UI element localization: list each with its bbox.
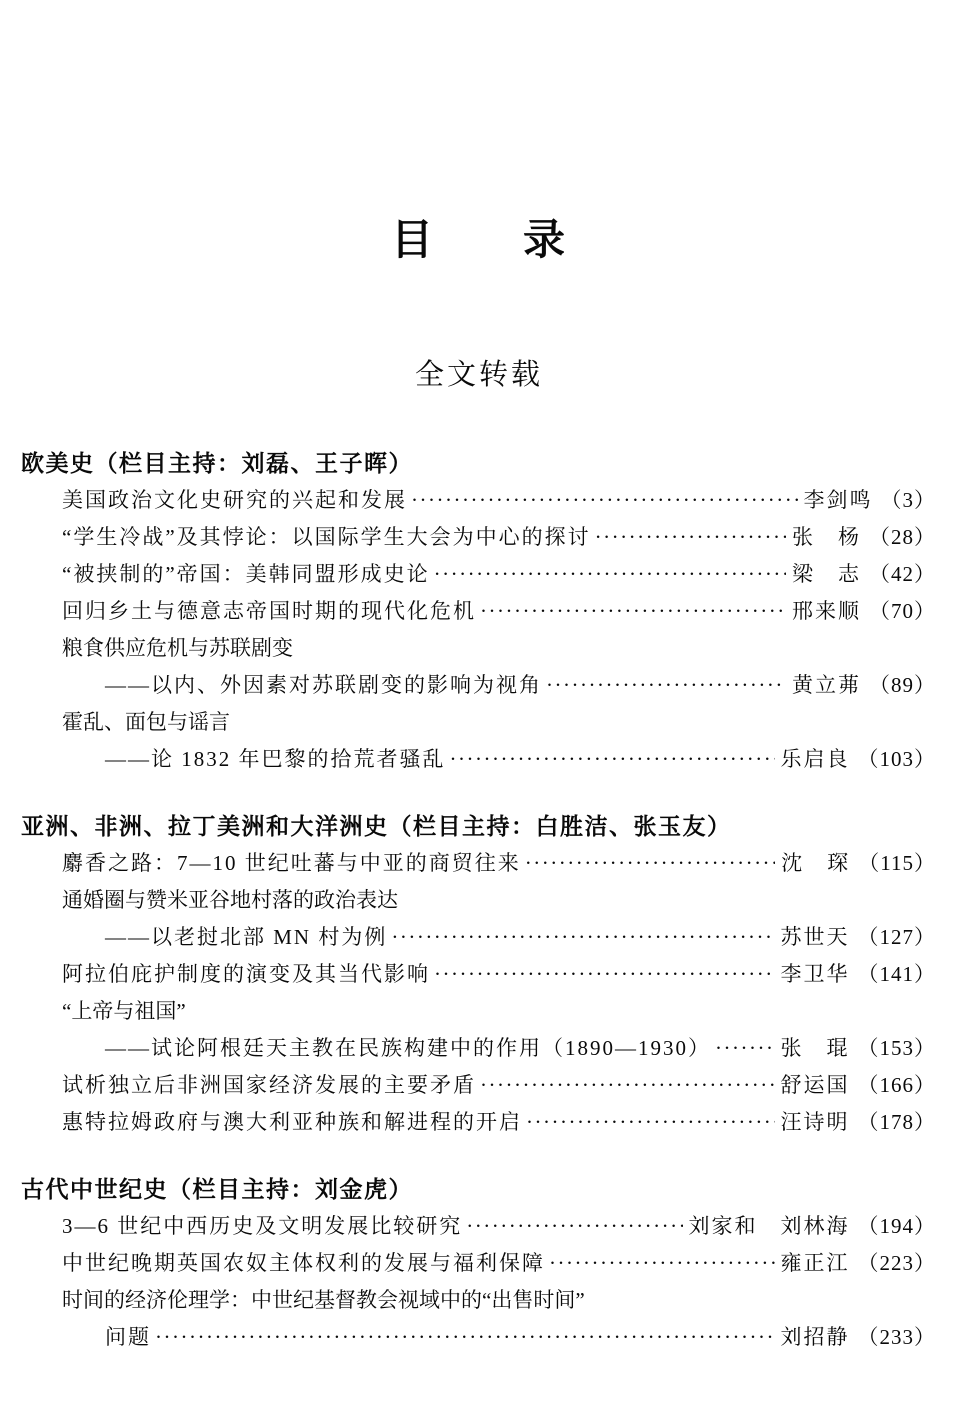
section-heading: 亚洲、非洲、拉丁美洲和大洋洲史（栏目主持：白胜洁、张玉友） (21, 813, 732, 839)
entry-authors: 乐启良 (780, 746, 850, 771)
entry-title: 霍乱、面包与谣言 (62, 709, 230, 734)
toc-entry (21, 1104, 936, 1141)
entry-title: 美国政治文化史研究的兴起和发展 (62, 487, 407, 512)
entry-title: 回归乡土与德意志帝国时期的现代化危机 (62, 598, 476, 623)
entry-title: 麝香之路：7—10 世纪吐蕃与中亚的商贸往来 (62, 850, 521, 875)
sections-container (0, 445, 958, 1356)
entry-page-number: （223） (857, 1250, 936, 1275)
entry-authors: 黄立茀 (792, 672, 861, 697)
entry-authors: 刘家和 刘林海 (688, 1213, 850, 1238)
leader-dots (480, 593, 786, 630)
entry-authors: 沈 琛 (781, 850, 851, 875)
entry-title: ——以老挝北部 MN 村为例 (105, 924, 388, 949)
entry-authors: 汪诗明 (780, 1109, 850, 1134)
leader-dots (450, 741, 775, 778)
entry-title: “学生冷战”及其悖论：以国际学生大会为中心的探讨 (62, 524, 591, 549)
entry-page-number: （153） (857, 1035, 936, 1060)
entry-title: 中世纪晚期英国农奴主体权利的发展与福利保障 (62, 1250, 545, 1275)
entry-title: 问题 (105, 1324, 151, 1349)
entry-page-number: （103） (857, 746, 936, 771)
entry-page-number: （70） (869, 598, 936, 623)
toc-entry (21, 993, 936, 1030)
leader-dots (526, 1104, 775, 1141)
leader-dots (549, 1245, 775, 1282)
entry-authors: 舒运国 (780, 1072, 850, 1097)
leader-dots (434, 956, 775, 993)
toc-entry (21, 956, 936, 993)
entry-page-number: （141） (857, 961, 936, 986)
entry-page-number: （115） (858, 850, 936, 875)
leader-dots (391, 919, 774, 956)
entry-title: ——试论阿根廷天主教在民族构建中的作用（1890—1930） (105, 1035, 711, 1060)
entry-authors: 苏世天 (780, 924, 850, 949)
entry-title: 试析独立后非洲国家经济发展的主要矛盾 (62, 1072, 476, 1097)
toc-section (0, 808, 958, 1141)
leader-dots (715, 1030, 775, 1067)
entry-authors: 张 琨 (780, 1035, 850, 1060)
entry-page-number: （194） (857, 1213, 936, 1238)
leader-dots (466, 1208, 682, 1245)
entry-title: 时间的经济伦理学：中世纪基督教会视域中的“出售时间” (62, 1287, 585, 1312)
entry-page-number: （166） (857, 1072, 936, 1097)
toc-entry (21, 630, 936, 667)
entry-page-number: （233） (857, 1324, 936, 1349)
entry-page-number: （42） (869, 561, 936, 586)
entry-title: 通婚圈与赞米亚谷地村落的政治表达 (62, 887, 398, 912)
leader-dots (525, 845, 776, 882)
entry-authors: 梁 志 (792, 561, 861, 586)
toc-entry (21, 845, 936, 882)
entry-authors: 张 杨 (792, 524, 861, 549)
entry-title: 惠特拉姆政府与澳大利亚种族和解进程的开启 (62, 1109, 522, 1134)
leader-dots (155, 1319, 775, 1356)
leader-dots (595, 519, 786, 556)
toc-entry (21, 704, 936, 741)
toc-entry (21, 667, 936, 704)
toc-section (0, 1171, 958, 1356)
section-heading: 古代中世纪史（栏目主持：刘金虎） (21, 1176, 413, 1202)
page-title: 目 录 (390, 218, 567, 264)
entry-page-number: （28） (869, 524, 936, 549)
entry-page-number: （178） (857, 1109, 936, 1134)
entry-page-number: （127） (857, 924, 936, 949)
entry-authors: 李卫华 (780, 961, 850, 986)
toc-entry (21, 741, 936, 778)
leader-dots (480, 1067, 775, 1104)
entry-title: ——论 1832 年巴黎的拾荒者骚乱 (105, 746, 446, 771)
entry-title: ——以内、外因素对苏联剧变的影响为视角 (105, 672, 542, 697)
toc-entry (21, 593, 936, 630)
toc-entry (21, 919, 936, 956)
toc-entry (21, 482, 936, 519)
entry-authors: 邢来顺 (792, 598, 861, 623)
toc-entry (21, 882, 936, 919)
entry-title: “被挟制的”帝国：美韩同盟形成史论 (62, 561, 430, 586)
toc-entry (21, 1245, 936, 1282)
toc-entry (21, 1030, 936, 1067)
toc-entry (21, 519, 936, 556)
entry-authors: 雍正江 (780, 1250, 850, 1275)
entry-authors: 刘招静 (780, 1324, 850, 1349)
entry-title: “上帝与祖国” (62, 998, 186, 1023)
page-subtitle: 全文转载 (414, 359, 543, 392)
toc-entry (21, 1208, 936, 1245)
toc-entry (21, 1319, 936, 1356)
leader-dots (434, 556, 786, 593)
entry-title: 粮食供应危机与苏联剧变 (62, 635, 293, 660)
leader-dots (411, 482, 798, 519)
toc-entry (21, 1067, 936, 1104)
entry-title: 3—6 世纪中西历史及文明发展比较研究 (62, 1213, 463, 1238)
entry-page-number: （3） (880, 487, 936, 512)
entry-page-number: （89） (869, 672, 936, 697)
leader-dots (546, 667, 786, 704)
toc-entry (21, 1282, 936, 1319)
entry-authors: 李剑鸣 (803, 487, 873, 512)
entry-title: 阿拉伯庇护制度的演变及其当代影响 (62, 961, 430, 986)
section-heading: 欧美史（栏目主持：刘磊、王子晖） (21, 450, 413, 476)
toc-entry (21, 556, 936, 593)
toc-section (0, 445, 958, 778)
